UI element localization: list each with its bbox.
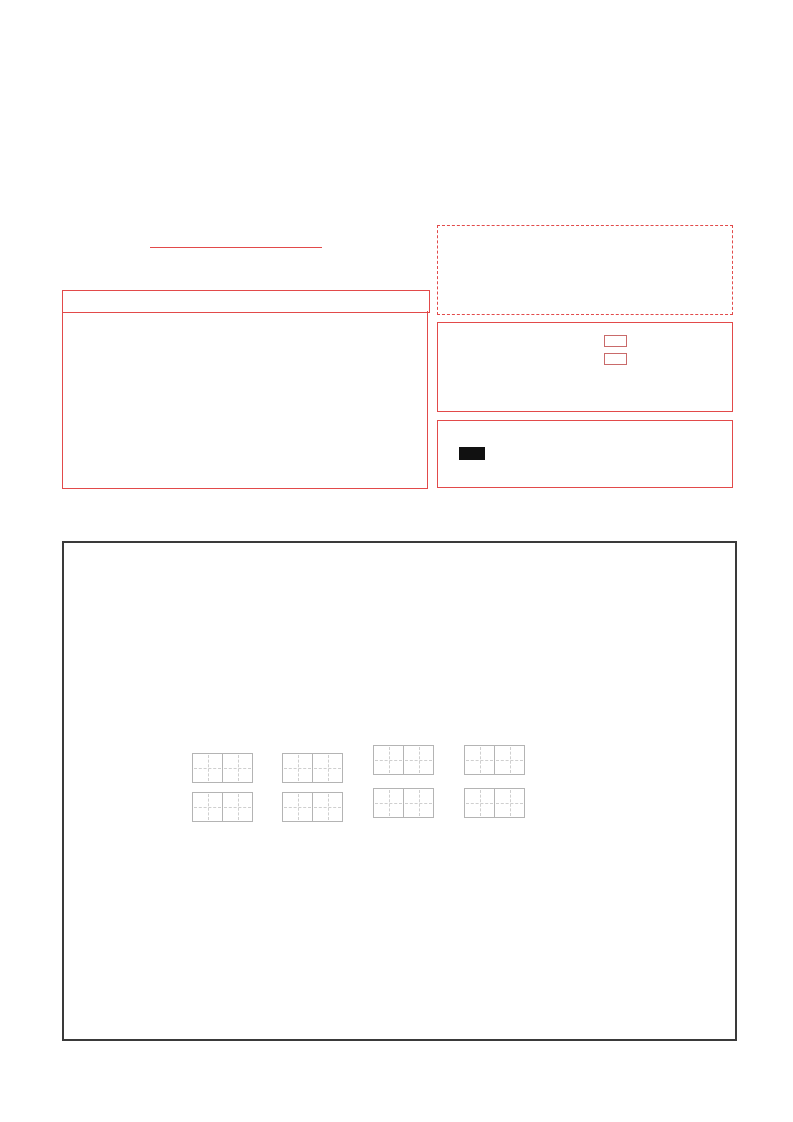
writing-grid-cell[interactable] (464, 745, 495, 775)
writing-grid-group[interactable] (192, 792, 253, 822)
correct-fill-label (451, 447, 485, 462)
writing-grid-group[interactable] (282, 753, 343, 783)
writing-grid-cell[interactable] (192, 753, 223, 783)
answer-area-box (62, 541, 737, 1041)
writing-grid-cell[interactable] (403, 745, 434, 775)
barcode-paste-area (437, 225, 733, 315)
name-input-line[interactable] (150, 232, 322, 248)
examiner-only-box (437, 322, 733, 412)
writing-grid-cell[interactable] (373, 788, 404, 818)
writing-grid-cell[interactable] (282, 792, 313, 822)
notice-title (62, 290, 430, 313)
fill-sample-box (437, 420, 733, 488)
wrong-fill-label (451, 480, 529, 495)
writing-grid-cell[interactable] (192, 792, 223, 822)
writing-grid-group[interactable] (464, 788, 525, 818)
writing-grid-cell[interactable] (282, 753, 313, 783)
writing-grid-cell[interactable] (464, 788, 495, 818)
writing-grid-group[interactable] (464, 745, 525, 775)
writing-grid-group[interactable] (282, 792, 343, 822)
writing-grid-group[interactable] (373, 745, 434, 775)
writing-grid-cell[interactable] (312, 792, 343, 822)
writing-grid-group[interactable] (192, 753, 253, 783)
writing-grid-cell[interactable] (312, 753, 343, 783)
writing-grid-cell[interactable] (403, 788, 434, 818)
writing-grid-group[interactable] (373, 788, 434, 818)
absent-mark-box[interactable] (604, 335, 627, 347)
notice-list (62, 311, 428, 489)
violation-mark-box[interactable] (604, 353, 627, 365)
writing-grid-cell[interactable] (222, 792, 253, 822)
writing-grid-cell[interactable] (222, 753, 253, 783)
writing-grid-cell[interactable] (494, 745, 525, 775)
writing-grid-cell[interactable] (373, 745, 404, 775)
writing-grid-cell[interactable] (494, 788, 525, 818)
correct-fill-mark (459, 447, 485, 460)
